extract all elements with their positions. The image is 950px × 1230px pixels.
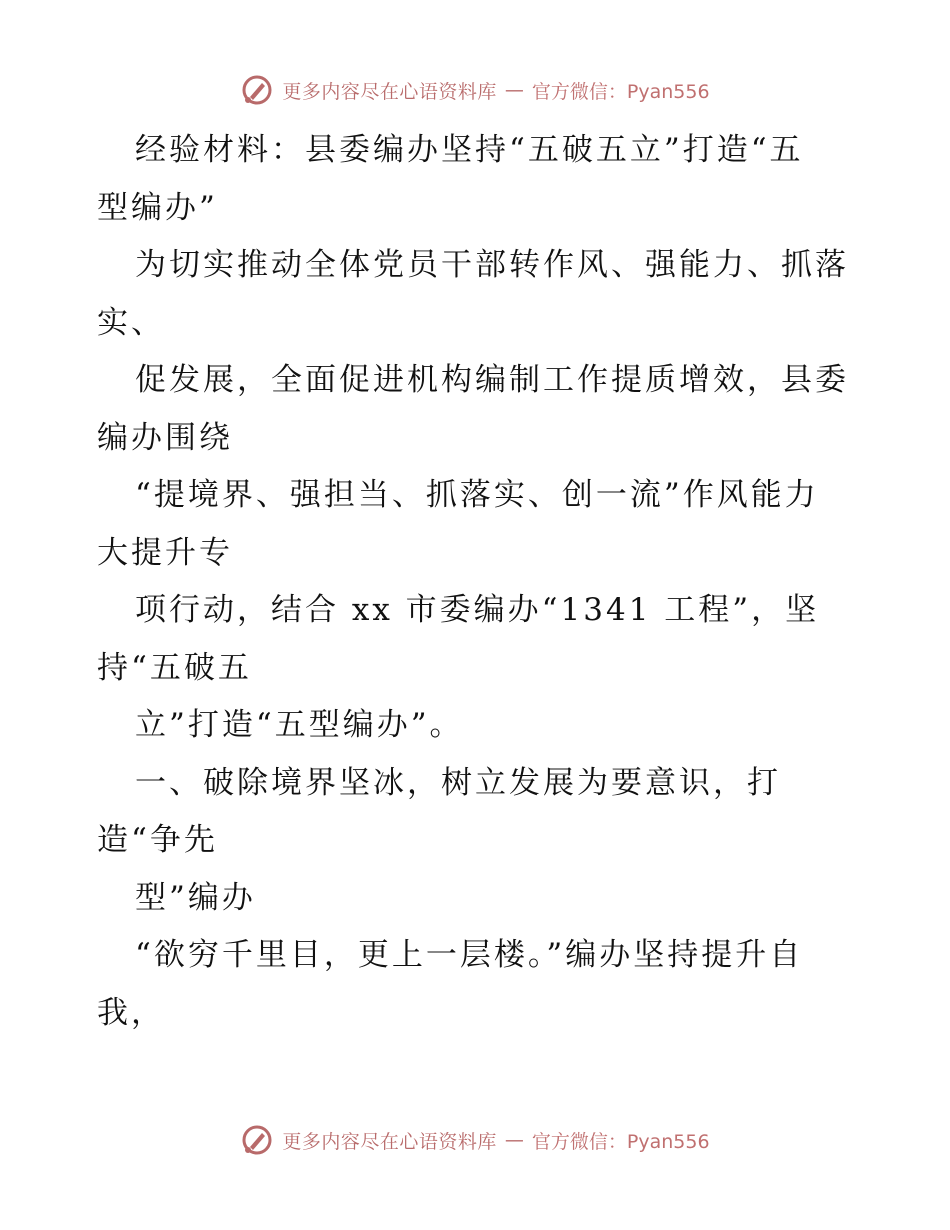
header-watermark (0, 70, 950, 110)
doc-line: 立”打造“五型编办”。 (135, 707, 464, 743)
pen-seal-icon (240, 1123, 274, 1157)
doc-line: 促发展，全面促进机构编制工作提质增效，县委 (135, 362, 849, 398)
doc-line: “欲穷千里目，更上一层楼。”编办坚持提升自 (135, 937, 804, 973)
watermark-prefix: 更多内容尽在心语资料库 (282, 80, 497, 103)
doc-line: “提境界、强担当、抓落实、创一流”作风能力 (135, 477, 819, 513)
doc-line: 实、 (97, 304, 165, 341)
footer-watermark (0, 1120, 950, 1160)
watermark-suffix: 官方微信：Pyan556 (531, 80, 710, 103)
doc-line: 一、破除境界坚冰，树立发展为要意识，打 (135, 764, 781, 801)
doc-line: 我， (97, 994, 165, 1031)
doc-line: 型”编办 (135, 879, 256, 916)
watermark-suffix: 官方微信：Pyan556 (531, 1130, 710, 1153)
doc-line: 经验材料：县委编办坚持“五破五立”打造“五 (135, 132, 804, 168)
watermark-prefix: 更多内容尽在心语资料库 (282, 1130, 497, 1153)
doc-line: 持“五破五 (97, 649, 252, 686)
document-body (97, 122, 857, 1042)
watermark-dash: — (504, 1129, 524, 1151)
doc-line: 型编办” (97, 189, 218, 226)
doc-line: 造“争先 (97, 822, 218, 858)
pen-seal-icon (240, 73, 274, 107)
doc-line: 编办围绕 (97, 419, 233, 456)
doc-line: 为切实推动全体党员干部转作风、强能力、抓落 (135, 247, 849, 283)
doc-line: 项行动，结合 xx 市委编办“1341 工程”，坚 (135, 592, 820, 628)
doc-line: 大提升专 (97, 534, 233, 571)
watermark-dash: — (504, 79, 524, 101)
